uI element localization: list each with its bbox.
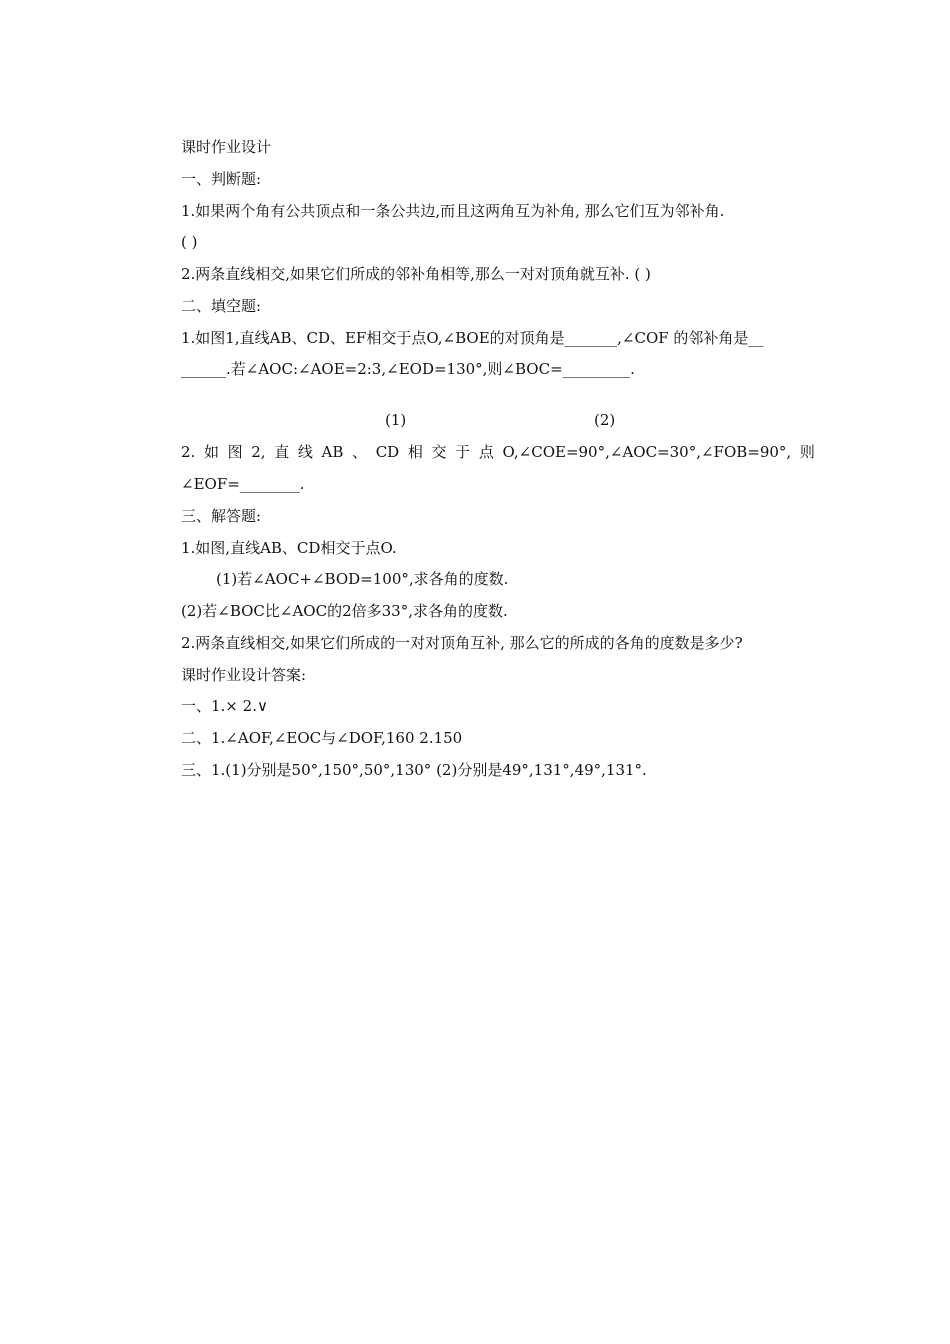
section-1-question-1-line-2: ( ) <box>181 233 198 251</box>
section-2-question-2-line-1 <box>181 442 815 462</box>
section-2-question-2-line-2: ∠EOF=________. <box>181 475 305 493</box>
section-2-question-1-line-1: 1.如图1,直线AB、CD、EF相交于点O,∠BOE的对顶角是_______,∠COF 的邻补角是__ <box>181 329 764 347</box>
section-3-heading: 三、解答题: <box>181 507 262 525</box>
q2-part: AB <box>321 443 344 461</box>
q2-part: 图 <box>227 443 243 461</box>
q2-part: 直 <box>274 443 290 461</box>
q2-part: 相 <box>407 443 423 461</box>
q2-part: O,∠COE=90°,∠AOC=30°,∠FOB=90°, <box>502 443 792 461</box>
answers-section-2: 二、1.∠AOF,∠EOC与∠DOF,160 2.150 <box>181 729 463 747</box>
q2-part: 、 <box>352 443 368 461</box>
section-3-question-1: 1.如图,直线AB、CD相交于点O. <box>181 539 397 557</box>
q2-part: 2. <box>181 443 196 461</box>
section-3-question-1-part-a: (1)若∠AOC+∠BOD=100°,求各角的度数. <box>216 570 509 588</box>
section-1-question-2: 2.两条直线相交,如果它们所成的邻补角相等,那么一对对顶角就互补. ( ) <box>181 265 651 283</box>
q2-part: 于 <box>455 443 471 461</box>
answers-heading: 课时作业设计答案: <box>181 666 307 684</box>
section-3-question-1-part-b: (2)若∠BOC比∠AOC的2倍多33°,求各角的度数. <box>181 602 508 620</box>
section-1-question-1-line-1: 1.如果两个角有公共顶点和一条公共边,而且这两角互为补角, 那么它们互为邻补角. <box>181 202 725 220</box>
section-1-heading: 一、判断题: <box>181 170 262 188</box>
page-title: 课时作业设计 <box>181 138 272 156</box>
section-2-question-1-line-2: ______.若∠AOC:∠AOE=2:3,∠EOD=130°,则∠BOC=_________. <box>181 360 635 378</box>
answers-section-1: 一、1.× 2.∨ <box>181 697 268 715</box>
q2-part: CD <box>375 443 400 461</box>
q2-part: 如 <box>203 443 219 461</box>
section-2-heading: 二、填空题: <box>181 297 262 315</box>
q2-part: 交 <box>431 443 447 461</box>
section-3-question-2: 2.两条直线相交,如果它们所成的一对对顶角互补, 那么它的所成的各角的度数是多少? <box>181 634 743 652</box>
figure-2-label: (2) <box>594 411 616 429</box>
figure-1-label: (1) <box>385 411 407 429</box>
q2-part: 线 <box>297 443 313 461</box>
answers-section-3: 三、1.(1)分别是50°,150°,50°,130° (2)分别是49°,131°,49°,131°. <box>181 761 647 779</box>
q2-part: 2, <box>251 443 266 461</box>
q2-part: 则 <box>799 443 815 461</box>
q2-part: 点 <box>478 443 494 461</box>
